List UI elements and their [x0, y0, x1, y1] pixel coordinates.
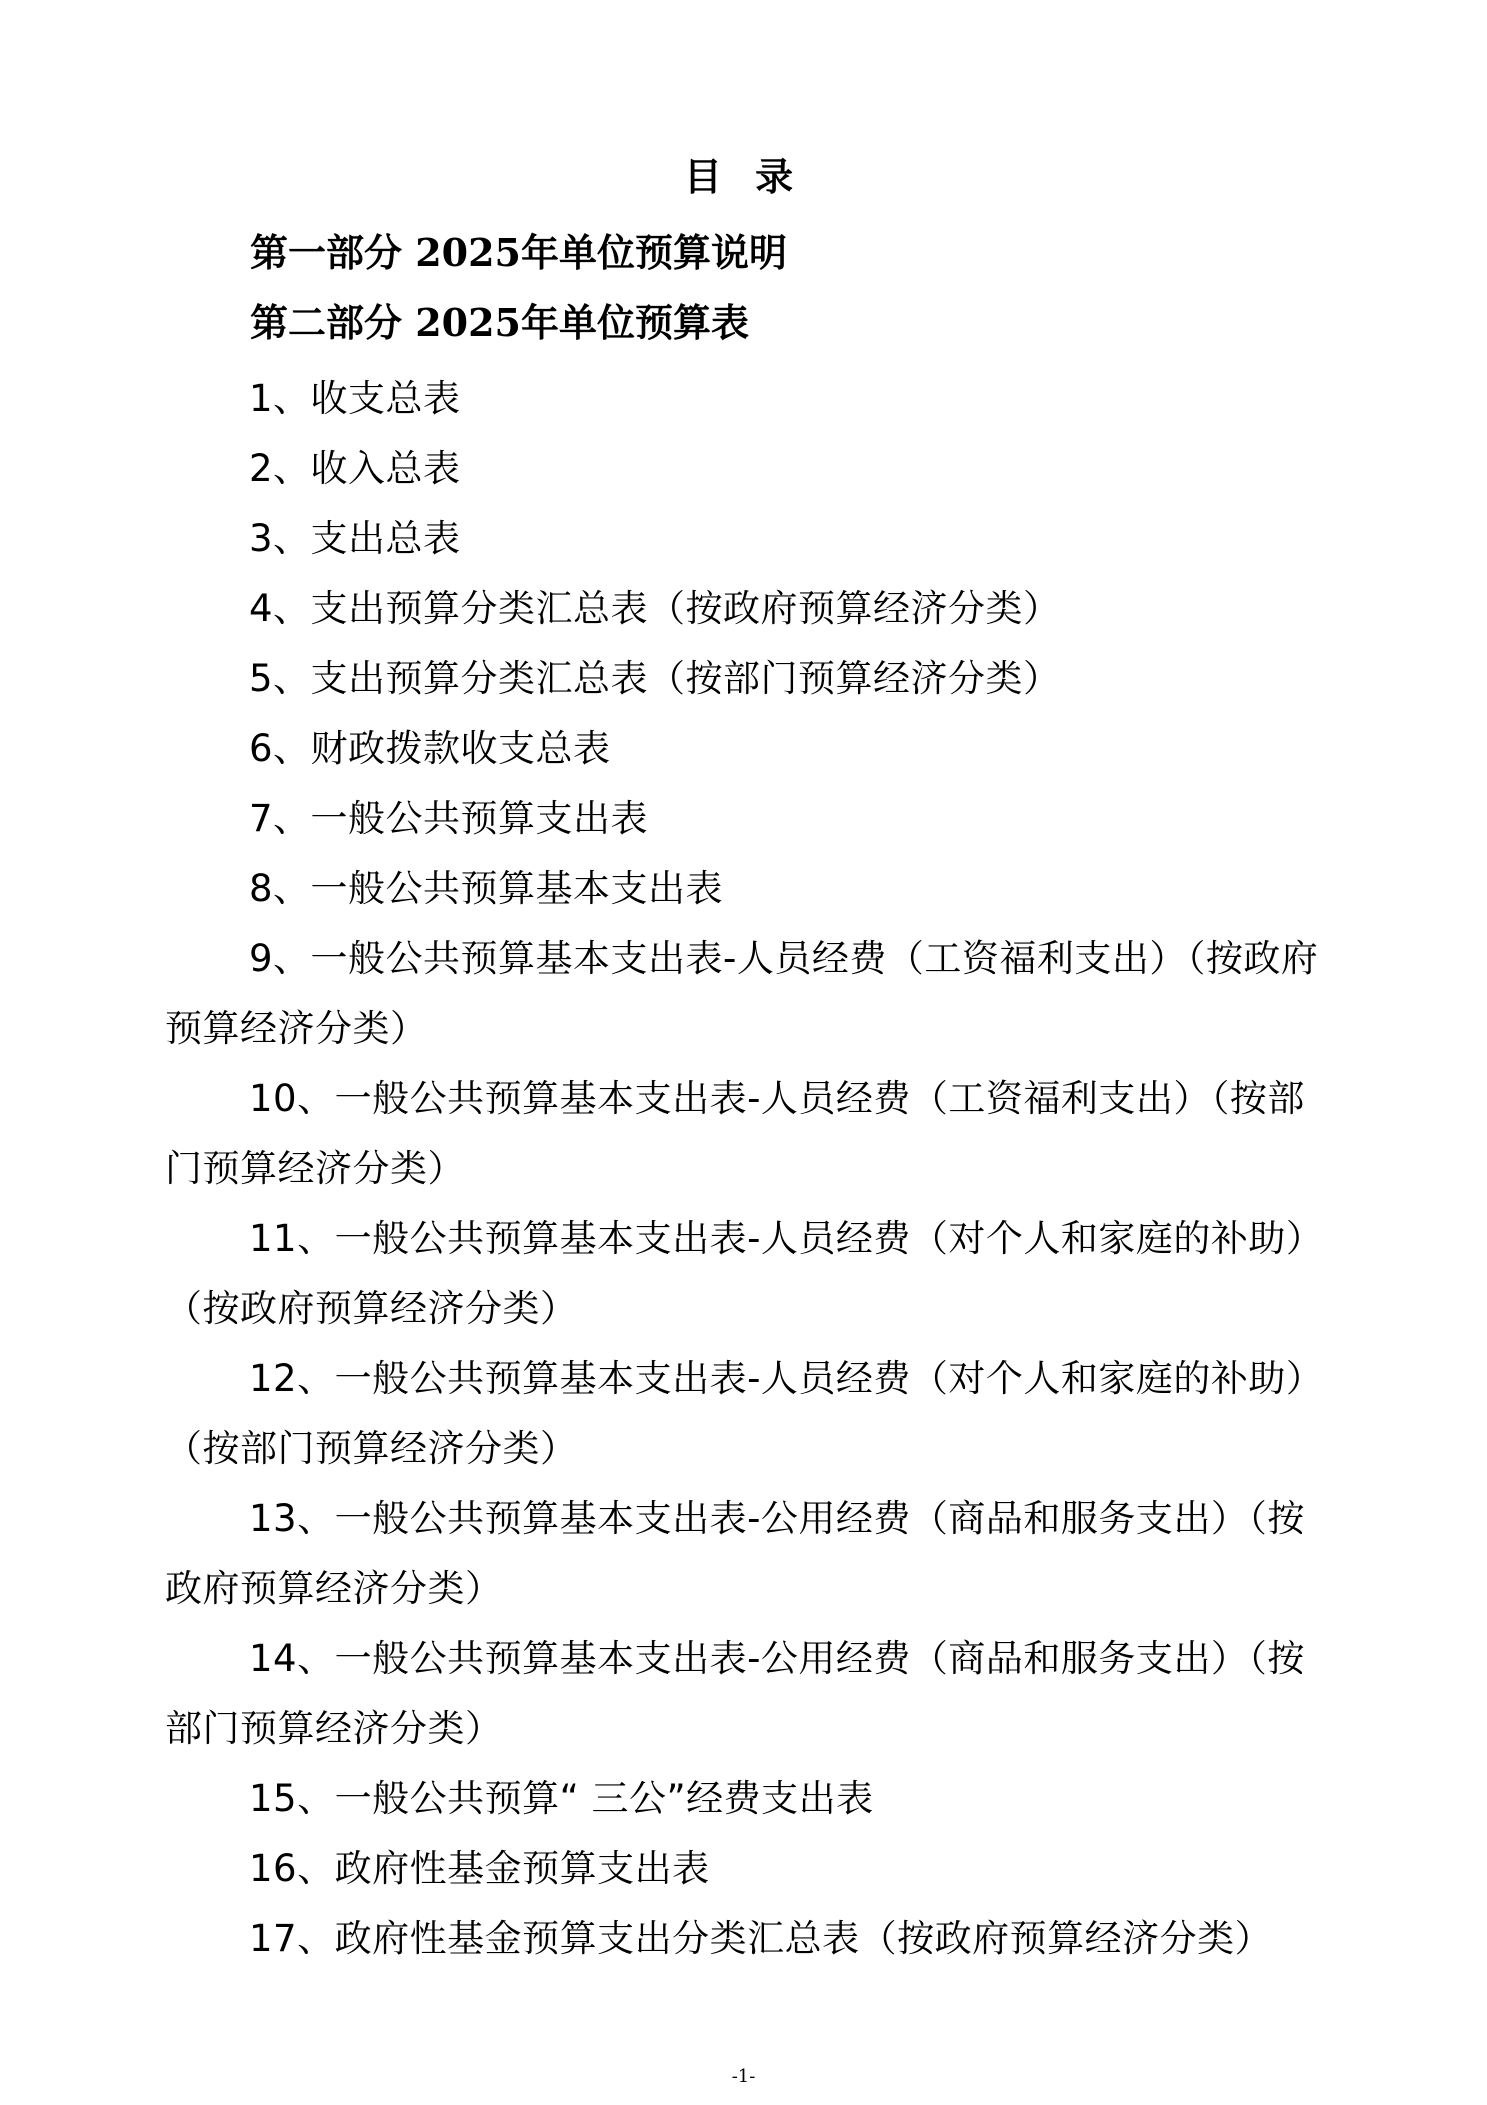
part-two-heading: 第二部分 2025年单位预算表	[250, 300, 749, 345]
toc-item: 8、一般公共预算基本支出表	[249, 867, 724, 910]
toc-item: 2、收入总表	[249, 447, 461, 490]
toc-item: 4、支出预算分类汇总表（按政府预算经济分类）	[249, 587, 1061, 630]
toc-item: 5、支出预算分类汇总表（按部门预算经济分类）	[249, 657, 1061, 700]
toc-item: 7、一般公共预算支出表	[249, 797, 649, 840]
toc-item: 12、一般公共预算基本支出表-人员经费（对个人和家庭的补助）（按部门预算经济分类）	[165, 1357, 1324, 1470]
toc-item: 15、一般公共预算“ 三公”经费支出表	[249, 1777, 874, 1820]
toc-item: 1、收支总表	[249, 377, 461, 420]
toc-item: 10、一般公共预算基本支出表-人员经费（工资福利支出）（按部门预算经济分类）	[165, 1077, 1305, 1190]
toc-list	[165, 364, 1335, 1974]
part-one-heading: 第一部分 2025年单位预算说明	[250, 230, 787, 275]
toc-item: 3、支出总表	[249, 517, 461, 560]
toc-title: 目 录	[683, 154, 804, 199]
toc-item: 17、政府性基金预算支出分类汇总表（按政府预算经济分类）	[249, 1917, 1273, 1960]
toc-item: 16、政府性基金预算支出表	[249, 1847, 710, 1890]
toc-item: 6、财政拨款收支总表	[249, 727, 611, 770]
toc-item: 11、一般公共预算基本支出表-人员经费（对个人和家庭的补助）（按政府预算经济分类）	[165, 1217, 1324, 1330]
toc-item: 13、一般公共预算基本支出表-公用经费（商品和服务支出）（按政府预算经济分类）	[165, 1497, 1305, 1610]
toc-item: 14、一般公共预算基本支出表-公用经费（商品和服务支出）（按部门预算经济分类）	[165, 1637, 1305, 1750]
toc-item: 9、一般公共预算基本支出表-人员经费（工资福利支出）（按政府预算经济分类）	[165, 937, 1319, 1050]
page-number: -1-	[731, 2066, 756, 2087]
